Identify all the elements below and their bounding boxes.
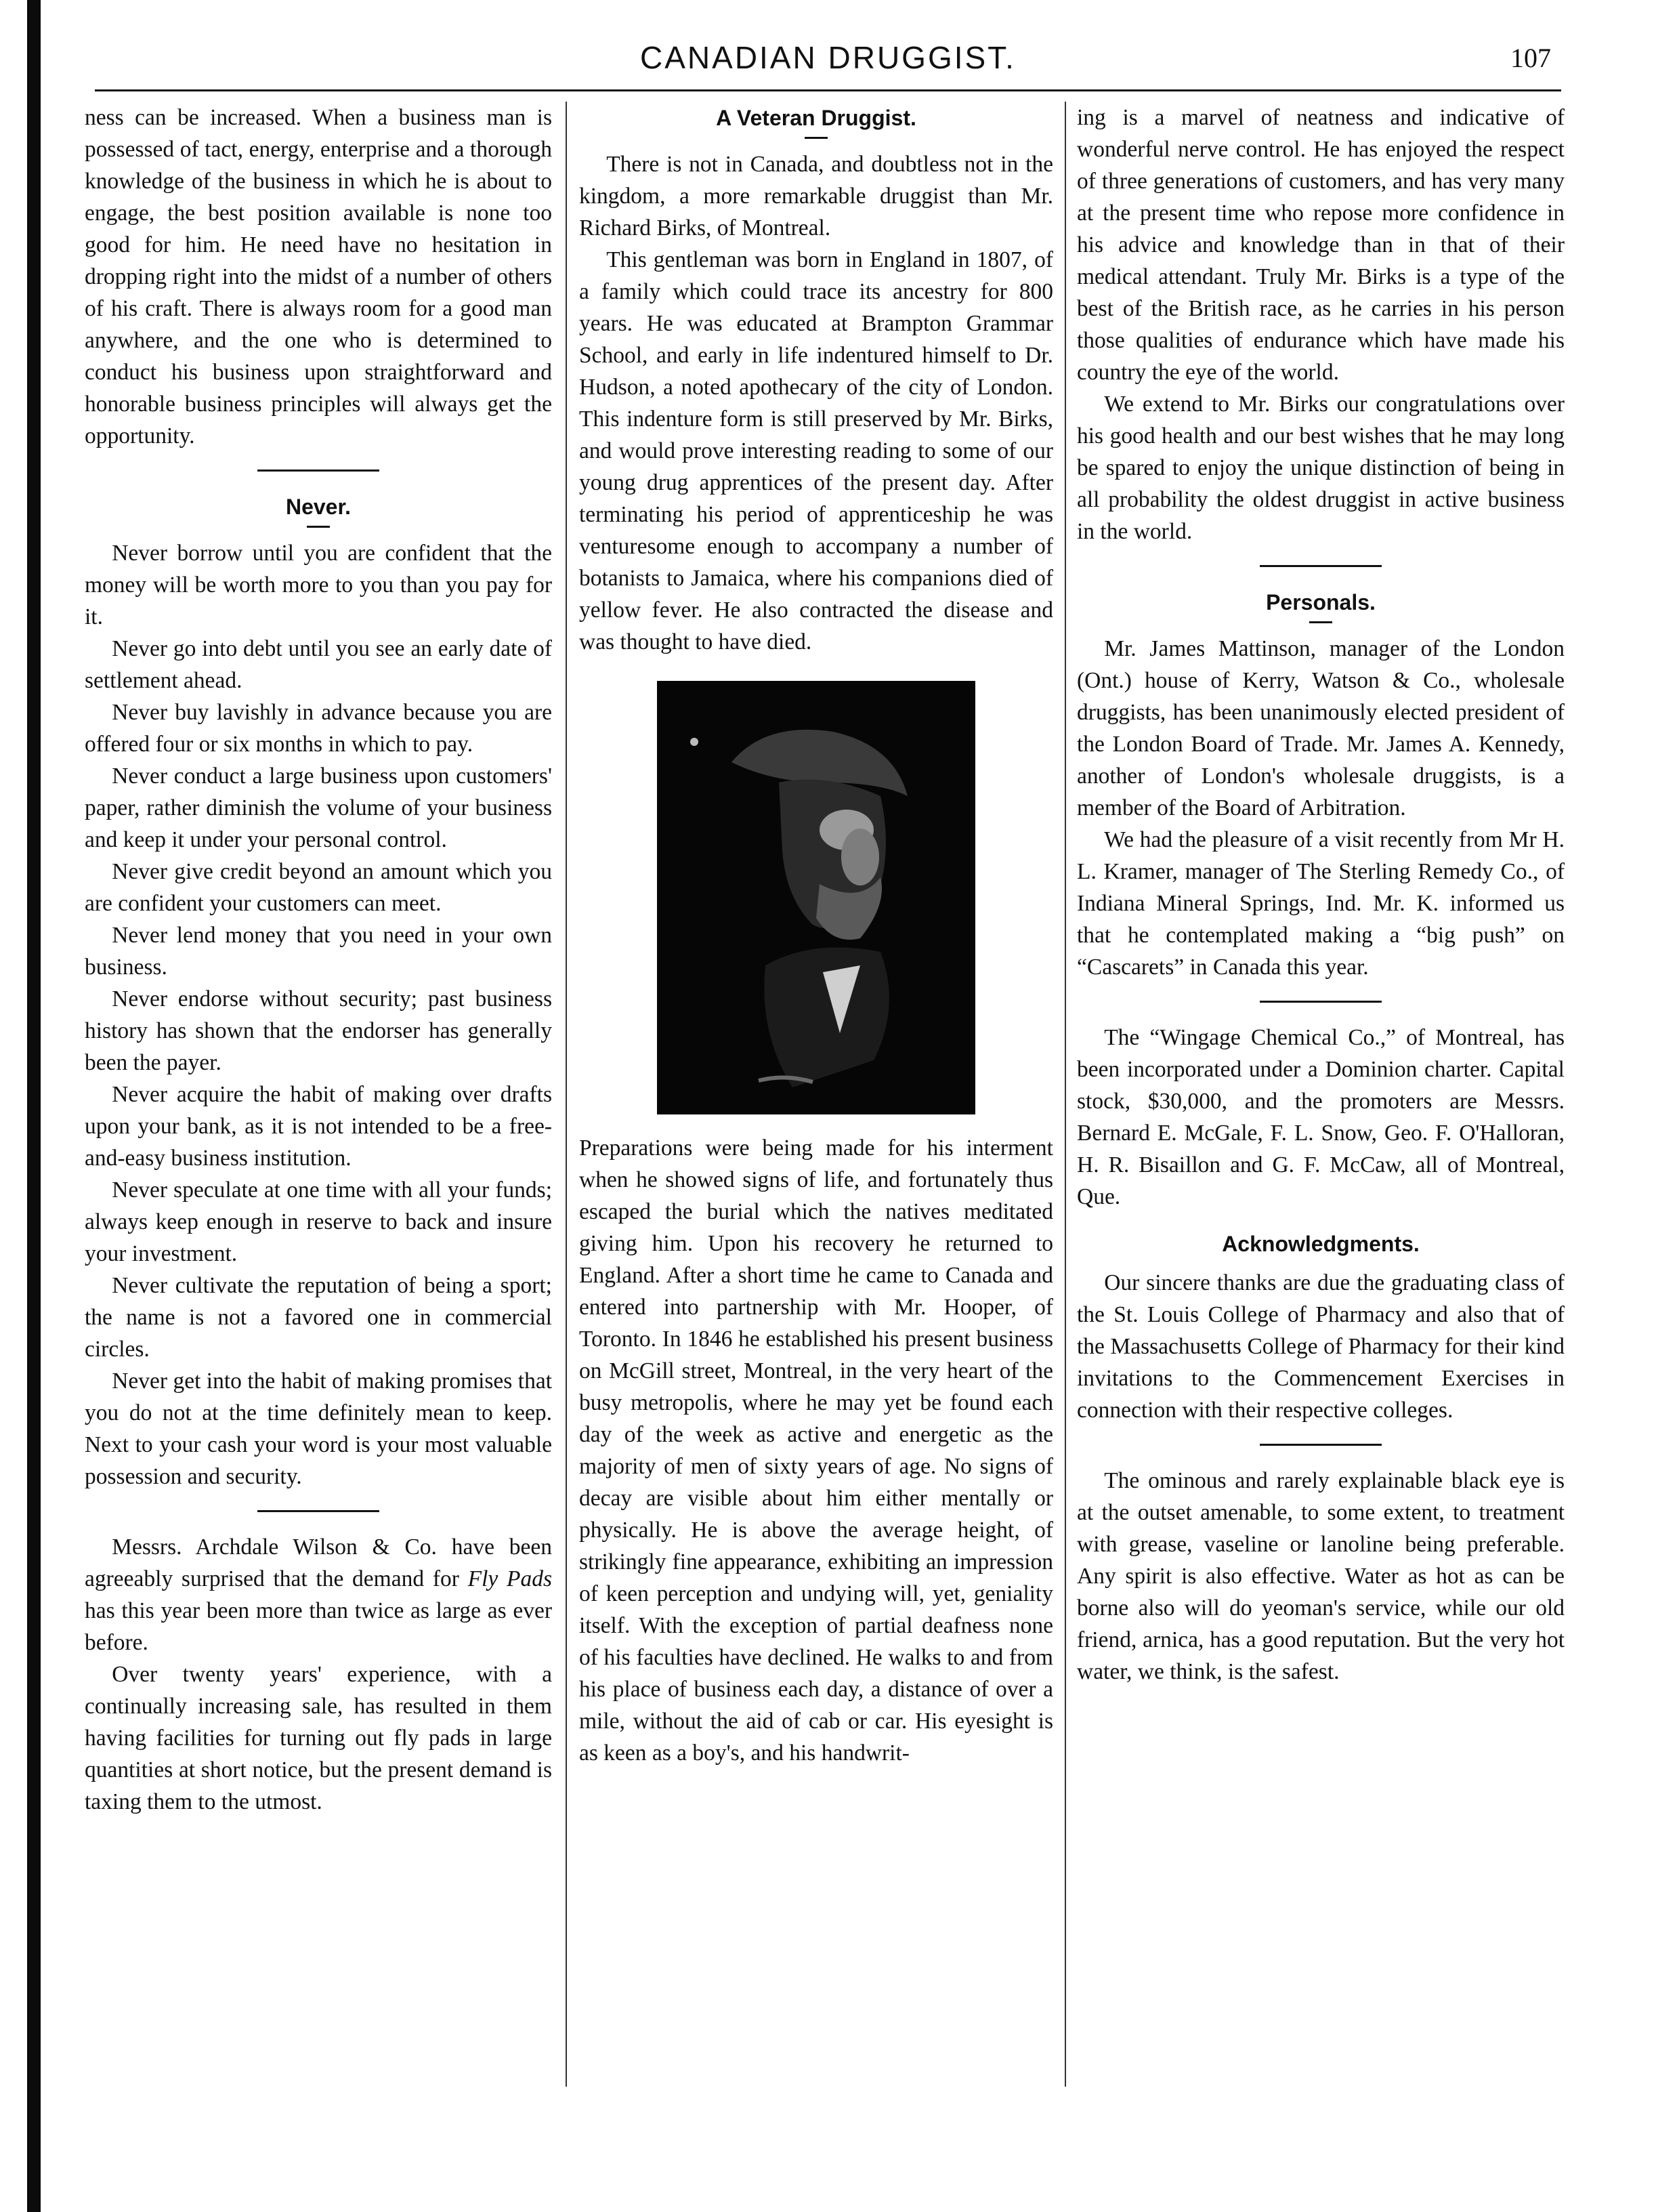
- header-rule: [95, 89, 1561, 91]
- flypads-text-before: Messrs. Archdale Wilson & Co. have been agreeably surprised that the demand for: [85, 1535, 552, 1591]
- column-2: [579, 102, 1053, 2188]
- never-item: Never endorse without security; past business history has shown that the endorser has generally been the payer.: [85, 986, 552, 1075]
- article-continuation: ness can be increased. When a business man is possessed of tact, energy, enterprise and a thorough knowledge of the business in which he is about to engage, the best position available is none too good for him. He need have no hesitation in dropping right into the midst of a number of others of his craft. There is always room for a good man anywhere, and the one who is determined to conduct his business upon straightforward and honorable business principles will always get the opportunity.: [85, 105, 552, 448]
- heading-dash: [307, 526, 330, 528]
- flypads-paragraph-2: Over twenty years' experience, with a continually increasing sale, has resulted in them having facilities for turning out fly pads in large quantities at short notice, but the present demand is taxing them to the utmost.: [85, 1662, 552, 1814]
- page-title: CANADIAN DRUGGIST.: [640, 40, 1016, 75]
- veteran-paragraph-1: There is not in Canada, and doubtless not in the kingdom, a more remarkable druggist than Mr. Richard Birks, of Montreal.: [579, 152, 1053, 241]
- wingage-paragraph: The “Wingage Chemical Co.,” of Montreal, has been incorporated under a Dominion charter. Capital stock, $30,000, and the promoters are Messrs. Bernard E. McGale, F. L. Snow, Geo. F. O'Halloran, H. R. Bisaillon and G. F. McCaw, all of Montreal, Que.: [1077, 1025, 1565, 1209]
- never-item: Never give credit beyond an amount which you are confident your customers can meet.: [85, 859, 552, 916]
- page-header: [0, 34, 1656, 88]
- never-item: Never get into the habit of making promises that you do not at the time definitely mean to keep. Next to your cash your word is your most valuable possession and security.: [85, 1369, 552, 1489]
- never-item: Never speculate at one time with all your funds; always keep enough in reserve to back and insure your investment.: [85, 1177, 552, 1266]
- page-number: 107: [1510, 43, 1551, 73]
- veteran-paragraph-2: This gentleman was born in England in 1807, of a family which could trace its ancestry for 800 years. He was educated at Brampton Grammar School, and early in life indentured himself to Dr. Hudson, a noted apothecary of the city of London. This indenture form is still preserved by Mr. Birks, and would prove interesting reading to some of our young drug apprentices of the present day. After terminating his period of apprenticeship he was venturesome enough to accompany a number of botanists to Jamaica, where his companions died of yellow fever. He also contracted the disease and was thought to have died.: [579, 247, 1053, 654]
- binding-edge: [27, 0, 41, 2212]
- personals-paragraph-1: Mr. James Mattinson, manager of the London (Ont.) house of Kerry, Watson & Co., wholesale druggists, has been unanimously elected president of the London Board of Trade. Mr. James A. Kennedy, another of London's wholesale druggists, is a member of the Board of Arbitration.: [1077, 636, 1565, 820]
- acknowledgments-heading: Acknowledgments.: [1222, 1232, 1420, 1256]
- section-rule: [257, 469, 379, 472]
- section-rule: [257, 1510, 379, 1512]
- never-item: Never go into debt until you see an early date of settlement ahead.: [85, 636, 552, 693]
- never-item: Never cultivate the reputation of being a sport; the name is not a favored one in commercial circles.: [85, 1273, 552, 1362]
- column-divider: [1065, 102, 1066, 2087]
- heading-dash: [1309, 621, 1332, 623]
- veteran-paragraph-3: Preparations were being made for his interment when he showed signs of life, and fortunately thus escaped the burial which the natives meditated giving him. Upon his recovery he returned to England. After a short time he came to Canada and entered into partnership with Mr. Hooper, of Toronto. In 1846 he established his present business on McGill street, Montreal, in the very heart of the busy metropolis, where he may yet be found each day of the week as active and energetic as the majority of men of sixty years of age. No signs of decay are visible about him either mentally or physically. He is above the average height, of strikingly fine appearance, exhibiting an impression of keen perception and undying will, yet, geniality itself. With the exception of partial deafness none of his faculties have declined. He walks to and from his place of business each day, a distance of over a mile, without the aid of cab or car. His eyesight is as keen as a boy's, and his handwrit-: [579, 1135, 1053, 1766]
- personals-paragraph-2: We had the pleasure of a visit recently from Mr H. L. Kramer, manager of The Sterling Remedy Co., of Indiana Mineral Springs, Ind. Mr. K. informed us that he contemplated making a “big push” on “Cascarets” in Canada this year.: [1077, 827, 1565, 980]
- flypads-text-after: has this year been more than twice as large as ever before.: [85, 1598, 552, 1655]
- veteran-druggist-heading: A Veteran Druggist.: [716, 106, 916, 130]
- veteran-continuation: ing is a marvel of neatness and indicative of wonderful nerve control. He has enjoyed the respect of three generations of customers, and has very many at the present time who repose more confidence in his advice and knowledge than in that of their medical attendant. Truly Mr. Birks is a type of the best of the British race, as he carries in his person those qualities of endurance which have made his country the eye of the world.: [1077, 105, 1565, 385]
- veteran-closing: We extend to Mr. Birks our congratulations over his good health and our best wishes that he may long be spared to enjoy the unique distinction of being in all probability the oldest druggist in active business in the world.: [1077, 392, 1565, 544]
- never-heading: Never.: [285, 495, 352, 519]
- never-item: Never borrow until you are confident that the money will be worth more to you than you pay for it.: [85, 541, 552, 629]
- column-3: [1077, 102, 1565, 2188]
- heading-dash: [805, 137, 828, 139]
- section-rule: [1260, 1444, 1382, 1446]
- never-item: Never conduct a large business upon customers' paper, rather diminish the volume of your business and keep it under your personal control.: [85, 764, 552, 852]
- portrait-image: [657, 681, 975, 1114]
- column-divider: [566, 102, 567, 2087]
- flypads-product-name: Fly Pads: [467, 1566, 552, 1591]
- section-rule: [1260, 1001, 1382, 1003]
- never-item: Never acquire the habit of making over drafts upon your bank, as it is not intended to be a free-and-easy business institution.: [85, 1082, 552, 1171]
- column-1: [85, 102, 552, 2188]
- personals-heading: Personals.: [1266, 590, 1376, 614]
- acknowledgments-paragraph: Our sincere thanks are due the graduating class of the St. Louis College of Pharmacy and also that of the Massachusetts College of Pharmacy for their kind invitations to the Commencement Exercises in connection with their respective colleges.: [1077, 1270, 1565, 1423]
- section-rule: [1260, 565, 1382, 567]
- flypads-paragraph: [85, 1531, 552, 1658]
- portrait-photo: [657, 681, 975, 1114]
- never-item: Never lend money that you need in your own business.: [85, 923, 552, 980]
- black-eye-paragraph: The ominous and rarely explainable black eye is at the outset amenable, to some extent, to treatment with grease, vaseline or lanoline being preferable. Any spirit is also effective. Water as hot as can be borne also will do yeoman's service, while our old friend, arnica, has a good reputation. But the very hot water, we think, is the safest.: [1077, 1468, 1565, 1684]
- never-item: Never buy lavishly in advance because you are offered four or six months in which to pay.: [85, 700, 552, 757]
